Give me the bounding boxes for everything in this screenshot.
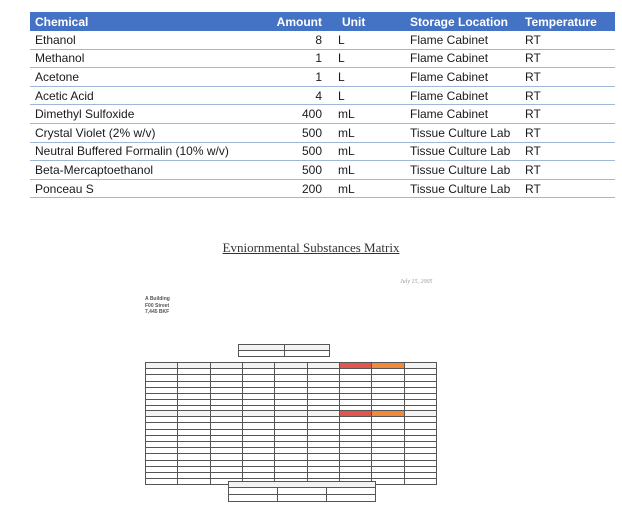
address-line: F00 Street [145, 302, 170, 309]
temperature-cell: RT [520, 31, 615, 49]
scanned-summary-table [238, 344, 330, 357]
chemical-cell: Ponceau S [30, 179, 235, 198]
unit-cell: L [330, 86, 405, 105]
amount-cell: 8 [235, 31, 330, 49]
header-storage-location: Storage Location [405, 12, 520, 31]
table-body [30, 31, 615, 198]
table-row [30, 142, 615, 161]
storage-location-cell: Flame Cabinet [405, 49, 520, 68]
unit-cell: mL [330, 123, 405, 142]
chemical-cell: Acetic Acid [30, 86, 235, 105]
table-row [30, 105, 615, 124]
document-title: Evniornmental Substances Matrix [222, 240, 400, 255]
temperature-cell: RT [520, 142, 615, 161]
document-address [145, 296, 170, 316]
chemical-inventory-table [30, 12, 615, 198]
document-date: July 15, 2005 [400, 279, 433, 285]
storage-location-cell: Tissue Culture Lab [405, 123, 520, 142]
chemical-cell: Beta-Mercaptoethanol [30, 161, 235, 180]
scanned-cell [404, 479, 436, 485]
unit-cell: L [330, 68, 405, 87]
storage-location-cell: Flame Cabinet [405, 68, 520, 87]
table-header-row [30, 12, 615, 31]
amount-cell: 4 [235, 86, 330, 105]
table-row [30, 179, 615, 198]
storage-location-cell: Flame Cabinet [405, 31, 520, 49]
amount-cell: 500 [235, 142, 330, 161]
chemical-cell: Acetone [30, 68, 235, 87]
storage-location-cell: Flame Cabinet [405, 86, 520, 105]
scanned-cell [146, 479, 178, 485]
unit-cell: mL [330, 179, 405, 198]
amount-cell: 1 [235, 49, 330, 68]
unit-cell: L [330, 31, 405, 49]
chemical-cell: Methanol [30, 49, 235, 68]
address-line: A Building [145, 296, 170, 302]
temperature-cell: RT [520, 86, 615, 105]
unit-cell: mL [330, 142, 405, 161]
amount-cell: 500 [235, 161, 330, 180]
scanned-footer-table [228, 481, 376, 502]
table-row [30, 123, 615, 142]
storage-location-cell: Tissue Culture Lab [405, 161, 520, 180]
storage-location-cell: Tissue Culture Lab [405, 142, 520, 161]
unit-cell: L [330, 49, 405, 68]
header-temperature: Temperature [520, 12, 615, 31]
header-unit: Unit [330, 12, 405, 31]
storage-location-cell: Flame Cabinet [405, 105, 520, 124]
temperature-cell: RT [520, 179, 615, 198]
temperature-cell: RT [520, 161, 615, 180]
table-row [30, 161, 615, 180]
amount-cell: 400 [235, 105, 330, 124]
amount-cell: 500 [235, 123, 330, 142]
scanned-matrix-block-2 [145, 410, 437, 485]
chemical-cell: Dimethyl Sulfoxide [30, 105, 235, 124]
header-amount: Amount [235, 12, 330, 31]
temperature-cell: RT [520, 68, 615, 87]
scanned-matrix-block-1 [145, 362, 437, 413]
amount-cell: 1 [235, 68, 330, 87]
table-row [30, 49, 615, 68]
unit-cell: mL [330, 161, 405, 180]
scanned-cell [178, 479, 210, 485]
temperature-cell: RT [520, 49, 615, 68]
table-row [30, 86, 615, 105]
header-chemical: Chemical [30, 12, 235, 31]
temperature-cell: RT [520, 123, 615, 142]
amount-cell: 200 [235, 179, 330, 198]
chemical-cell: Crystal Violet (2% w/v) [30, 123, 235, 142]
address-line: 7,445 BKF [145, 309, 170, 315]
table-row [30, 68, 615, 87]
table-row [30, 31, 615, 49]
scanned-cell [372, 479, 404, 485]
unit-cell: mL [330, 105, 405, 124]
temperature-cell: RT [520, 105, 615, 124]
chemical-cell: Neutral Buffered Formalin (10% w/v) [30, 142, 235, 161]
storage-location-cell: Tissue Culture Lab [405, 179, 520, 198]
chemical-cell: Ethanol [30, 31, 235, 49]
